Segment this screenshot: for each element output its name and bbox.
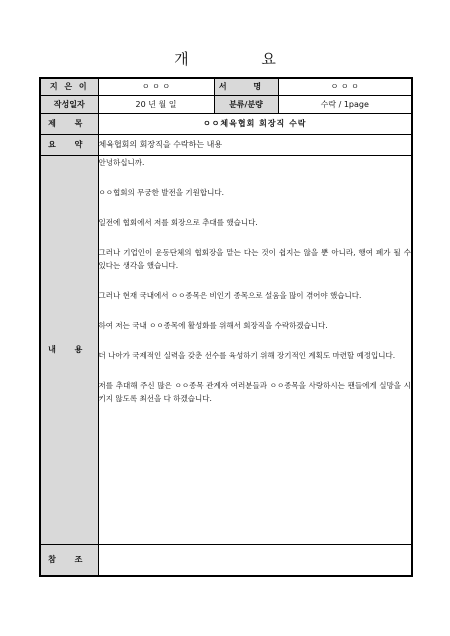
reference-value [98, 544, 412, 576]
content-body [98, 155, 412, 544]
author-label: 지 은 이 [40, 78, 98, 95]
subject-row [40, 113, 412, 134]
content-paragraph: 하여 저는 국내 ㅇㅇ종목에 활성화를 위해서 회장직을 수락하겠습니다. [98, 320, 328, 330]
date-row [40, 95, 412, 113]
content-paragraph: 저를 추대해 주신 많은 ㅇㅇ종목 관계자 여러분들과 ㅇㅇ종목을 사랑하시는 팬들에게 실망을 시키지 않도록 최선을 다 하겠습니다. [98, 380, 411, 403]
date-label: 작성일자 [40, 95, 98, 113]
content-paragraph: 일전에 협회에서 저를 회장으로 추대를 했습니다. [98, 217, 258, 227]
category-label: 분류/분량 [214, 95, 278, 113]
author-value: ㅇ ㅇ ㅇ [98, 78, 214, 95]
document-title: 개 요 [174, 50, 310, 68]
summary-row [40, 134, 412, 155]
summary-label: 요 약 [40, 134, 98, 155]
reference-row [40, 544, 412, 576]
overview-form [39, 77, 413, 577]
content-row [40, 155, 412, 544]
content-paragraph: 그러나 기업인이 운동단체의 협회장을 맡는 다는 것이 쉽지는 않을 뿐 아니라, 행여 폐가 될 수 있다는 생각을 했습니다. [98, 247, 411, 270]
summary-value: 체육협회의 회장직을 수락하는 내용 [98, 134, 412, 155]
content-label: 내 용 [40, 155, 98, 544]
content-paragraph: 더 나아가 국제적인 실력을 갖춘 선수를 육성하기 위해 장기적인 계획도 마련할 예정입니다. [98, 350, 396, 360]
category-value: 수락 / 1page [278, 95, 412, 113]
signature-label: 서 명 [214, 78, 278, 95]
date-value: 20 년 월 일 [98, 95, 214, 113]
content-paragraph: 그러나 현재 국내에서 ㅇㅇ종목은 비인기 종목으로 설움을 많이 겪어야 했습니다. [98, 290, 362, 300]
subject-label: 제 목 [40, 113, 98, 134]
author-row [40, 78, 412, 95]
signature-value: ㅇ ㅇ ㅇ [278, 78, 412, 95]
content-paragraph: 안녕하십니까. [98, 157, 145, 167]
subject-value: ㅇㅇ체육협회 회장직 수락 [98, 113, 412, 134]
reference-label: 참 조 [40, 544, 98, 576]
content-paragraph: ㅇㅇ협회의 무궁한 발전을 기원합니다. [98, 187, 224, 197]
